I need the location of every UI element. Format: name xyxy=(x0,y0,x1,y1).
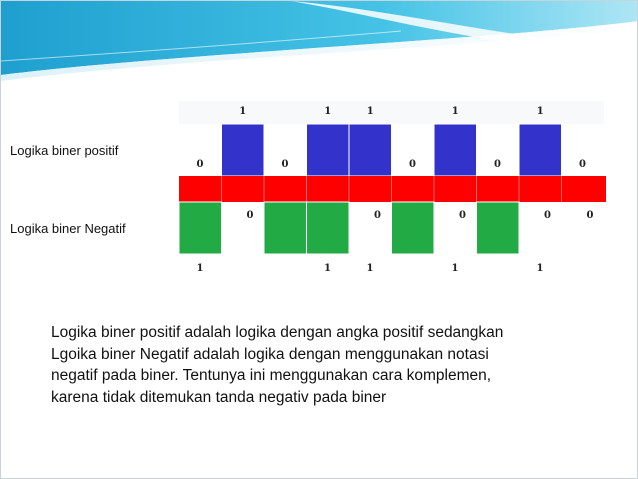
negative-pulse xyxy=(264,202,307,254)
negative-zero-label: 0 xyxy=(374,210,381,221)
positive-pulse xyxy=(307,124,350,176)
top-bit-label: 1 xyxy=(536,106,544,117)
bottom-bit-label: 1 xyxy=(196,263,204,274)
positive-zero-label: 0 xyxy=(409,159,416,170)
bottom-bit-label: 1 xyxy=(324,263,331,274)
negative-pulse xyxy=(477,202,520,254)
bottom-bit-label: 1 xyxy=(366,263,374,274)
top-bit-label: 1 xyxy=(451,106,459,117)
label-negative-logic: Logika biner Negatif xyxy=(10,221,126,236)
top-bit-label: 1 xyxy=(366,106,374,117)
negative-zero-label: 0 xyxy=(459,210,466,221)
negative-pulse xyxy=(307,202,350,254)
negative-zero-label: 0 xyxy=(586,210,594,221)
ground-bar xyxy=(179,176,606,202)
top-bit-label: 1 xyxy=(324,106,332,117)
bottom-bit-label: 1 xyxy=(451,263,459,274)
top-bit-label: 1 xyxy=(239,106,247,117)
description-paragraph xyxy=(51,322,611,408)
positive-pulse xyxy=(519,124,562,176)
negative-pulse xyxy=(179,202,222,254)
positive-zero-label: 0 xyxy=(281,159,289,170)
positive-zero-label: 0 xyxy=(579,159,586,170)
paragraph-line: negatif pada biner. Tentunya ini menggunakan cara komplemen, xyxy=(51,367,492,384)
negative-pulse xyxy=(392,202,435,254)
bottom-bit-label: 1 xyxy=(536,263,544,274)
positive-pulse xyxy=(349,124,392,176)
paragraph-line: Logika biner positif adalah logika dengan angka positif sedangkan xyxy=(51,324,504,341)
negative-zero-label: 0 xyxy=(246,210,254,221)
positive-zero-label: 0 xyxy=(494,159,501,170)
label-positive-logic: Logika biner positif xyxy=(10,143,119,158)
paragraph-line: Lgoika biner Negatif adalah logika dengan menggunakan notasi xyxy=(51,345,489,363)
paragraph-line: karena tidak ditemukan tanda negativ pada biner xyxy=(51,388,387,406)
positive-pulse xyxy=(434,124,477,176)
positive-pulse xyxy=(222,124,265,176)
positive-zero-label: 0 xyxy=(196,159,204,170)
negative-zero-label: 0 xyxy=(544,210,551,221)
